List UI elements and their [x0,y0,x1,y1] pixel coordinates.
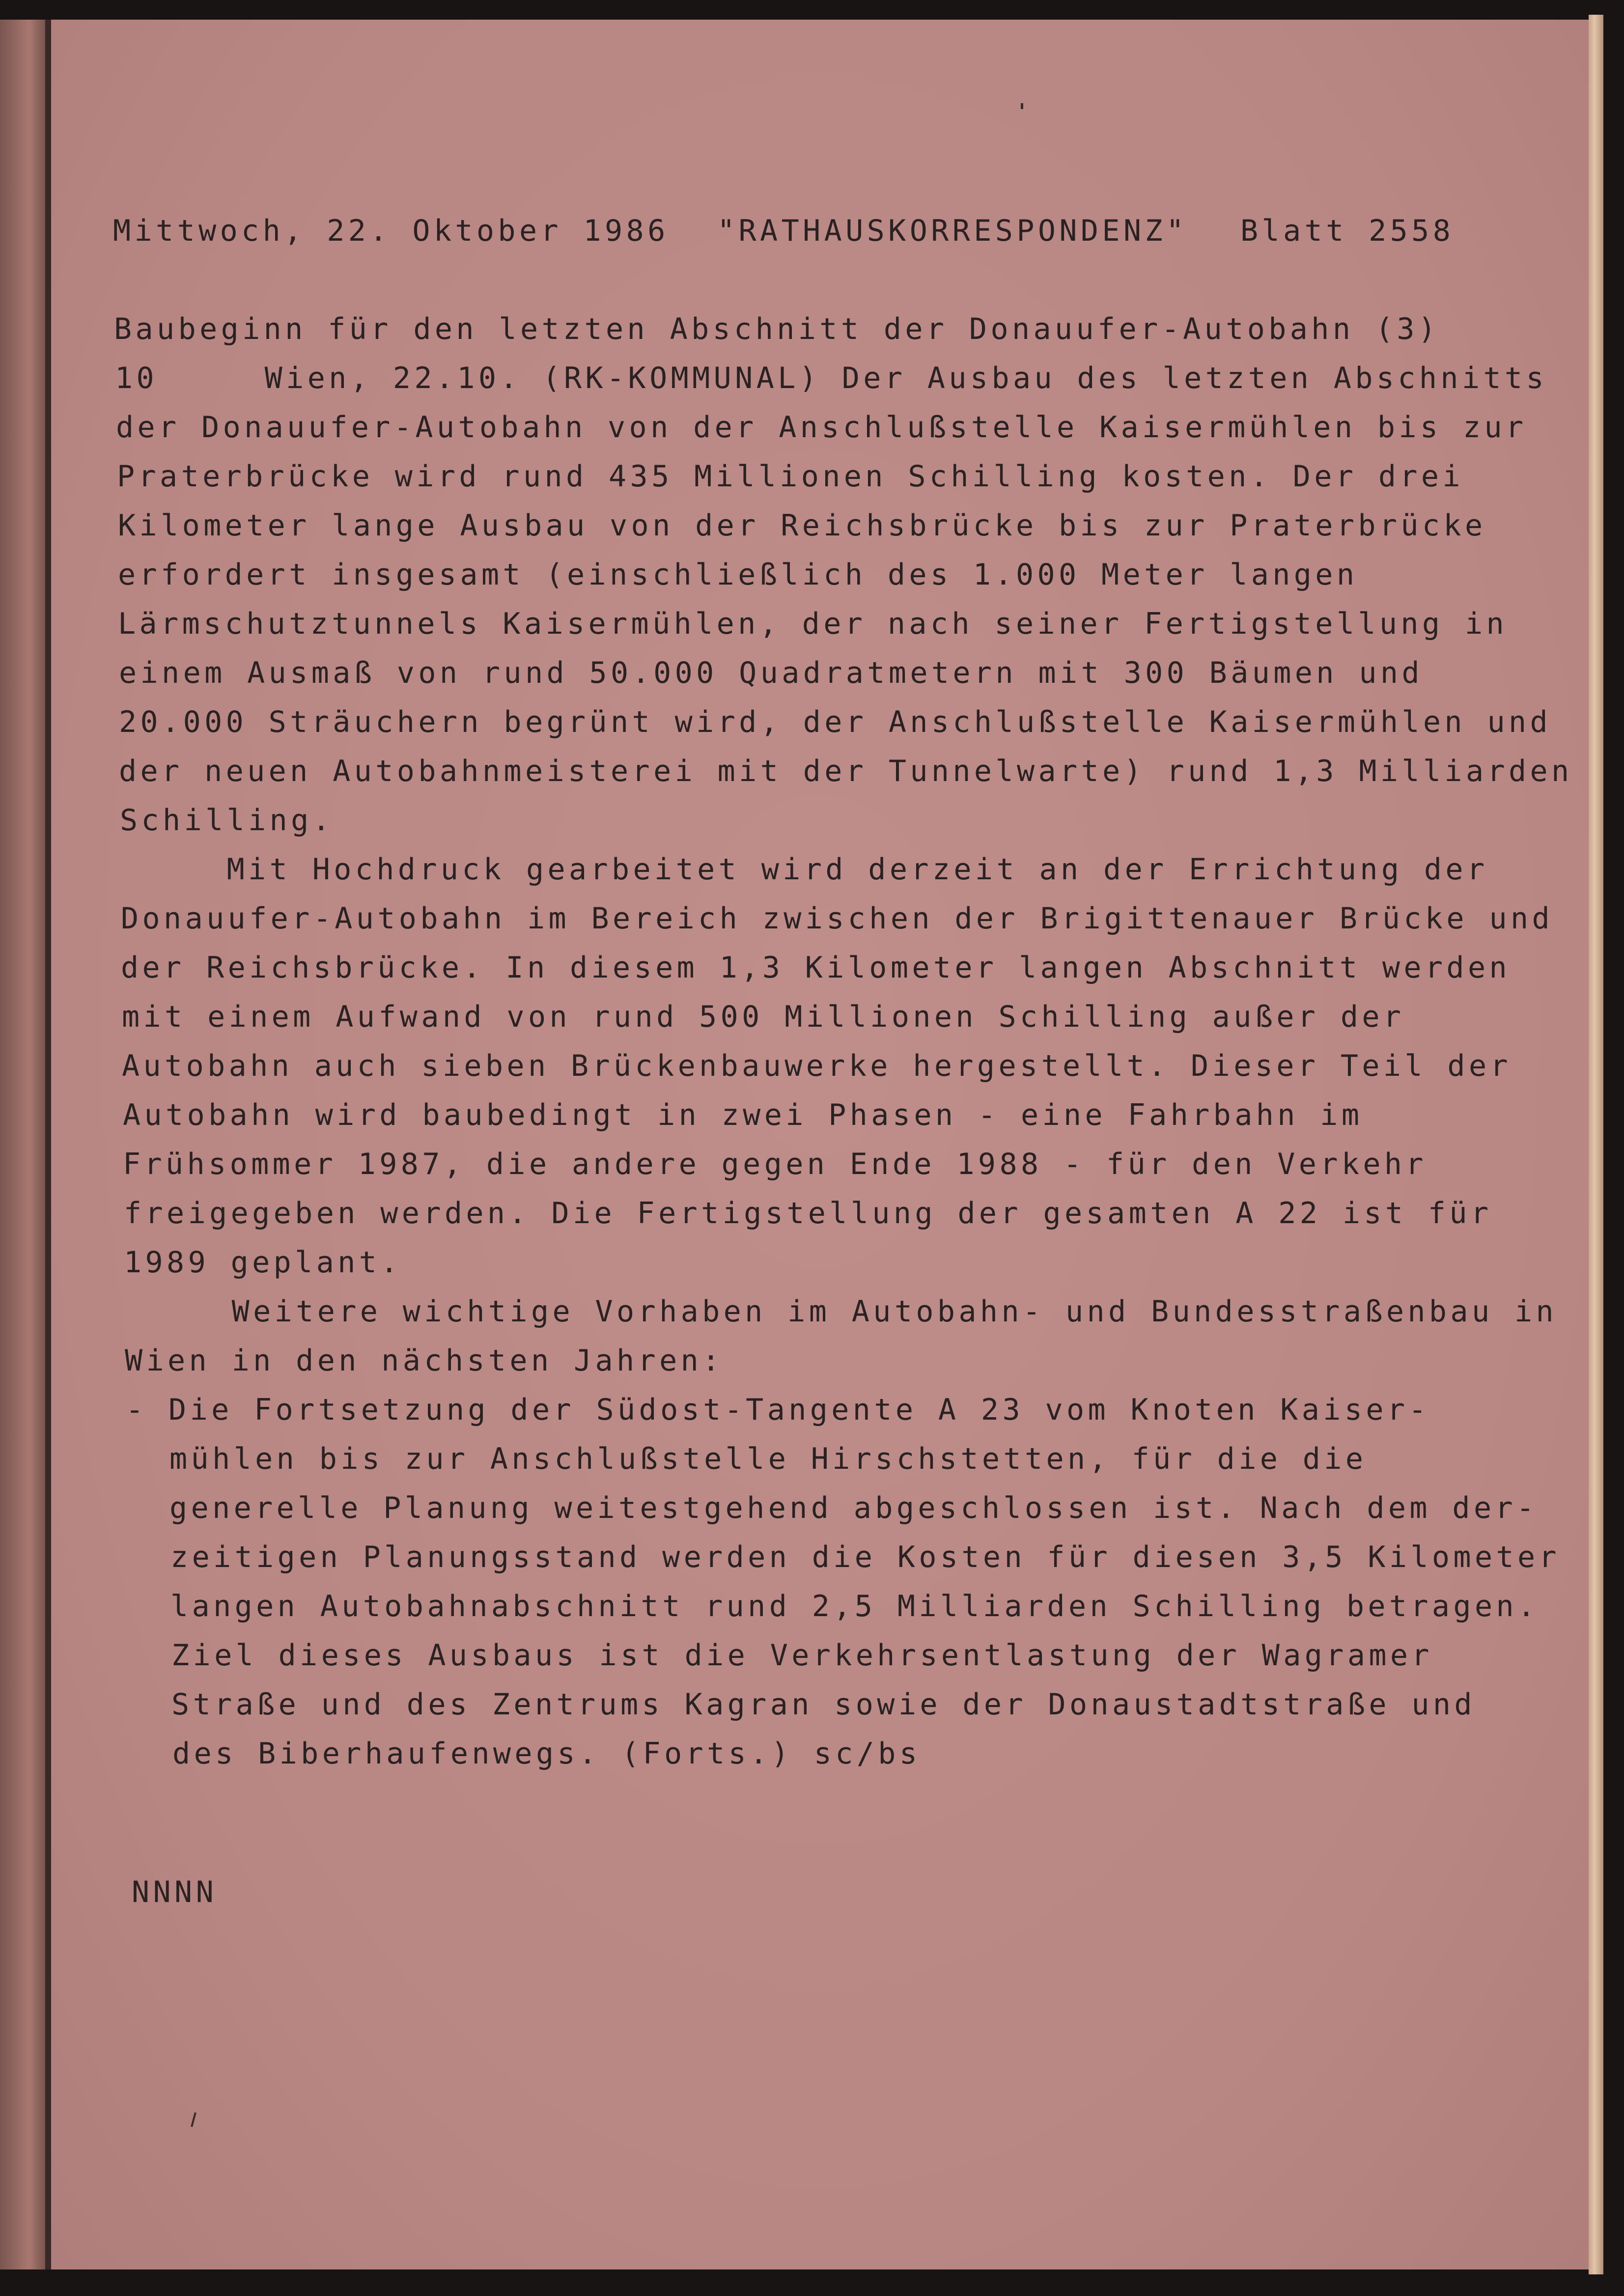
page-header [113,214,1455,251]
article-line: 10 Wien, 22.10. (RK-KOMMUNAL) Der Ausbau des letzten Abschnitts [115,361,1548,395]
header-title: "RATHAUSKORRESPONDENZ" [717,214,1188,248]
paper-speck [1021,103,1023,109]
article-line: Donauufer-Autobahn im Bereich zwischen der Brigittenauer Brücke und [121,901,1554,936]
article-line: des Biberhaufenwegs. (Forts.) sc/bs [130,1736,921,1771]
article-line: Straße und des Zentrums Kagran sowie der Donaustadtstraße und [129,1687,1476,1722]
article-line: freigegeben werden. Die Fertigstellung der gesamten A 22 ist für [124,1196,1492,1231]
document-page [51,20,1589,2269]
article-line: Autobahn wird baubedingt in zwei Phasen - eine Fahrbahn im [123,1098,1363,1132]
page-fore-edge [1589,15,1603,2274]
article-line: der neuen Autobahnmeisterei mit der Tunnelwarte) rund 1,3 Milliarden [119,754,1573,788]
header-sheet-number: Blatt 2558 [1240,214,1455,248]
article-line: einem Ausmaß von rund 50.000 Quadratmetern mit 300 Bäumen und [119,656,1423,690]
end-of-transmission-mark: NNNN [132,1875,218,1909]
article-line: der Reichsbrücke. In diesem 1,3 Kilometer langen Abschnitt werden [121,951,1511,985]
article-line: Autobahn auch sieben Brückenbauwerke hergestellt. Dieser Teil der [122,1049,1512,1083]
article-line: Ziel dieses Ausbaus ist die Verkehrsentlastung der Wagramer [129,1638,1433,1673]
article-line: Weitere wichtige Vorhaben im Autobahn- und Bundesstraßenbau in [125,1294,1558,1329]
facing-page-edge [0,20,49,2269]
article-line: Schilling. [120,803,334,838]
header-date: Mittwoch, 22. Oktober 1986 [113,214,669,248]
article-line: 1989 geplant. [124,1245,402,1280]
article-line: mühlen bis zur Anschlußstelle Hirschstetten, für die die [127,1442,1367,1476]
article-line: erfordert insgesamt (einschließlich des 1.000 Meter langen [118,558,1358,592]
article-list-item: - Die Fortsetzung der Südost-Tangente A 23 vom Knoten Kaiser- [126,1393,1430,1427]
article-line: Praterbrücke wird rund 435 Millionen Schilling kosten. Der drei [117,459,1464,494]
article-line: Frühsommer 1987, die andere gegen Ende 1988 - für den Verkehr [123,1147,1427,1181]
article-headline: Baubeginn für den letzten Abschnitt der Donauufer-Autobahn (3) [114,312,1440,346]
article-line: Wien in den nächsten Jahren: [125,1344,724,1378]
article-line: Lärmschutztunnels Kaisermühlen, der nach seiner Fertigstellung in [118,607,1508,641]
article-line: mit einem Aufwand von rund 500 Millionen Schilling außer der [122,1000,1405,1034]
article-line: Mit Hochdruck gearbeitet wird derzeit an der Errichtung der [120,852,1488,887]
article-line: langen Autobahnabschnitt rund 2,5 Milliarden Schilling betragen. [128,1589,1539,1624]
article-line: zeitigen Planungsstand werden die Kosten für diesen 3,5 Kilometer [128,1540,1561,1574]
article-line: Kilometer lange Ausbau von der Reichsbrücke bis zur Praterbrücke [118,508,1486,543]
article-line: der Donauufer-Autobahn von der Anschlußstelle Kaisermühlen bis zur [116,410,1527,445]
article-line: generelle Planung weitestgehend abgeschlossen ist. Nach dem der- [127,1491,1538,1525]
article-line: 20.000 Sträuchern begrünt wird, der Anschlußstelle Kaisermühlen und [119,705,1552,739]
